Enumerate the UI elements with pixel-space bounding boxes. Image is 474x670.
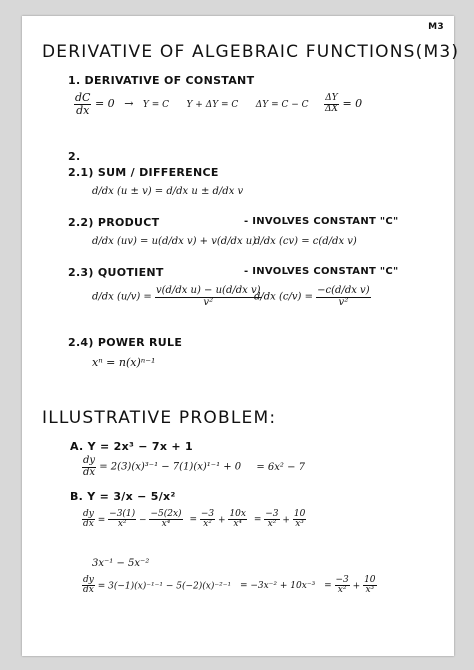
illustrative-heading: ILLUSTRATIVE PROBLEM:	[42, 408, 277, 428]
problem-b-term-5	[264, 510, 279, 530]
problem-b-dx-2: dx	[83, 585, 94, 596]
y-equals-c: Y = C	[142, 100, 169, 111]
problem-b-term-6	[293, 510, 306, 530]
problem-b-dx: dx	[83, 519, 94, 530]
quotient-numerator: v(d/dx u) − u(d/dx v)	[156, 285, 261, 296]
problem-b-term-1	[108, 510, 136, 530]
quotient-lhs: d/dx (u/v) =	[92, 291, 152, 303]
quotient-constant-note: - INVOLVES CONSTANT "C"	[244, 266, 399, 277]
problem-b-term-4	[228, 510, 247, 530]
problem-b-work: $\frac{dy}{dx}$ = $\frac{-3(1)}{\text{x²}}$ − $\frac{-5(2x)}{\text{x⁴}}$ = $\frac{-3}{\text{x²}}$ + $\frac{10x}{\text{x⁴}}$ = $\frac{-3}{\text{x²}}$ + $\frac{10}{\text{x³}}$	[83, 509, 306, 530]
sum-formula: d/dx (u ± v) = d/dx u ± d/dx v	[92, 186, 244, 197]
sum-heading: 2.1) SUM / DIFFERENCE	[68, 166, 219, 179]
problem-b-term-3-den: x²	[203, 519, 212, 530]
problem-a-dy: dy	[83, 455, 96, 466]
problem-a-dydx	[82, 456, 96, 478]
quotient-denominator: v²	[203, 296, 214, 308]
problem-b-term-1-num: −3(1)	[109, 509, 136, 519]
ratio-result: = 0	[342, 97, 363, 111]
section-2-label: 2.	[68, 150, 81, 163]
dc-denominator: dx	[76, 103, 90, 117]
page-tag: M3	[428, 22, 444, 32]
problem-b-term-6-den: x³	[295, 519, 304, 530]
quotient-constant-formula	[254, 286, 371, 308]
y-plus-dy: Y + ΔY = C	[186, 100, 239, 111]
problem-b-term-2	[149, 510, 182, 530]
problem-b-dydx-2	[82, 576, 95, 596]
problem-b-mid-2: = −3x⁻² + 10x⁻³	[239, 581, 316, 592]
problem-b-term-2-num: −5(2x)	[150, 509, 182, 519]
page-title: DERIVATIVE OF ALGEBRAIC FUNCTIONS(M3)	[42, 42, 460, 62]
problem-b-work-2: $\frac{dy}{dx}$ = 3(−1)(x)⁻¹⁻¹ − 5(−2)(x)⁻²⁻¹ = −3x⁻² + 10x⁻³ = $\frac{-3}{\text{x²}}$ + $\frac{10}{\text{x³}}$	[83, 575, 376, 596]
product-constant-formula: d/dx (cv) = c(d/dx v)	[254, 236, 357, 247]
problem-b-final-term-1-den: x²	[337, 585, 347, 596]
problem-b-term-5-num: −3	[265, 509, 279, 519]
dy-c-minus-c: ΔY = C − C	[255, 100, 309, 111]
dc-dx-fraction	[74, 92, 91, 116]
quotient-constant-fraction	[316, 286, 370, 308]
arrow-icon: →	[124, 97, 134, 111]
problem-a-result: = 6x² − 7	[256, 461, 306, 473]
quotient-constant-numerator: −c(d/dx v)	[317, 285, 370, 296]
problem-b-alternate: 3x⁻¹ − 5x⁻²	[92, 558, 150, 569]
quotient-constant-denominator: v²	[338, 296, 349, 308]
product-formula: d/dx (uv) = u(d/dx v) + v(d/dx u)	[92, 236, 257, 247]
quotient-fraction	[155, 286, 262, 308]
dy-dx-ratio	[324, 94, 339, 114]
quotient-heading: 2.3) QUOTIENT	[68, 266, 164, 279]
product-heading: 2.2) PRODUCT	[68, 216, 160, 229]
problem-b-term-3-num: −3	[200, 509, 215, 519]
section-1-heading: 1. DERIVATIVE OF CONSTANT	[68, 74, 255, 87]
problem-b-term-4-den: x⁴	[233, 519, 243, 530]
problem-a-work	[82, 456, 305, 478]
problem-b-term-5-den: x²	[267, 519, 277, 530]
dc-result: = 0	[94, 97, 115, 111]
dy-numerator: ΔY	[325, 93, 338, 104]
problem-b-term-6-num: 10	[293, 509, 306, 519]
problem-b-expansion-2: = 3(−1)(x)⁻¹⁻¹ − 5(−2)(x)⁻²⁻¹	[97, 581, 232, 592]
quotient-formula	[92, 286, 262, 308]
problem-a-dx: dx	[83, 466, 96, 478]
power-rule-heading: 2.4) POWER RULE	[68, 336, 183, 349]
problem-b-final-term-2-den: x³	[365, 585, 375, 596]
problem-b-final-term-2	[363, 576, 376, 596]
problem-b-dy-2: dy	[83, 575, 94, 585]
problem-b-dy: dy	[83, 509, 94, 519]
problem-a-label: A. Y = 2x³ − 7x + 1	[70, 440, 193, 453]
problem-b-term-3	[200, 510, 215, 530]
problem-b-dydx	[82, 510, 95, 530]
constant-derivative-row	[74, 92, 362, 116]
problem-b-label: B. Y = 3/x − 5/x²	[70, 490, 176, 503]
problem-b-final-term-2-num: 10	[364, 575, 376, 585]
problem-b-final-term-1-num: −3	[335, 575, 349, 585]
dx-denominator: ΔX	[325, 103, 338, 114]
problem-b-term-2-den: x⁴	[161, 519, 171, 530]
problem-a-expansion: = 2(3)(x)³⁻¹ − 7(1)(x)¹⁻¹ + 0	[99, 461, 242, 473]
product-constant-note: - INVOLVES CONSTANT "C"	[244, 216, 399, 227]
problem-b-final-term-1	[335, 576, 350, 596]
dc-numerator: dC	[75, 91, 91, 104]
power-rule-formula: xⁿ = n(x)ⁿ⁻¹	[92, 356, 156, 369]
problem-b-term-1-den: x²	[117, 519, 127, 530]
problem-b-term-4-num: 10x	[229, 509, 246, 519]
notebook-page	[22, 16, 460, 656]
quotient-constant-lhs: d/dx (c/v) =	[254, 291, 313, 303]
